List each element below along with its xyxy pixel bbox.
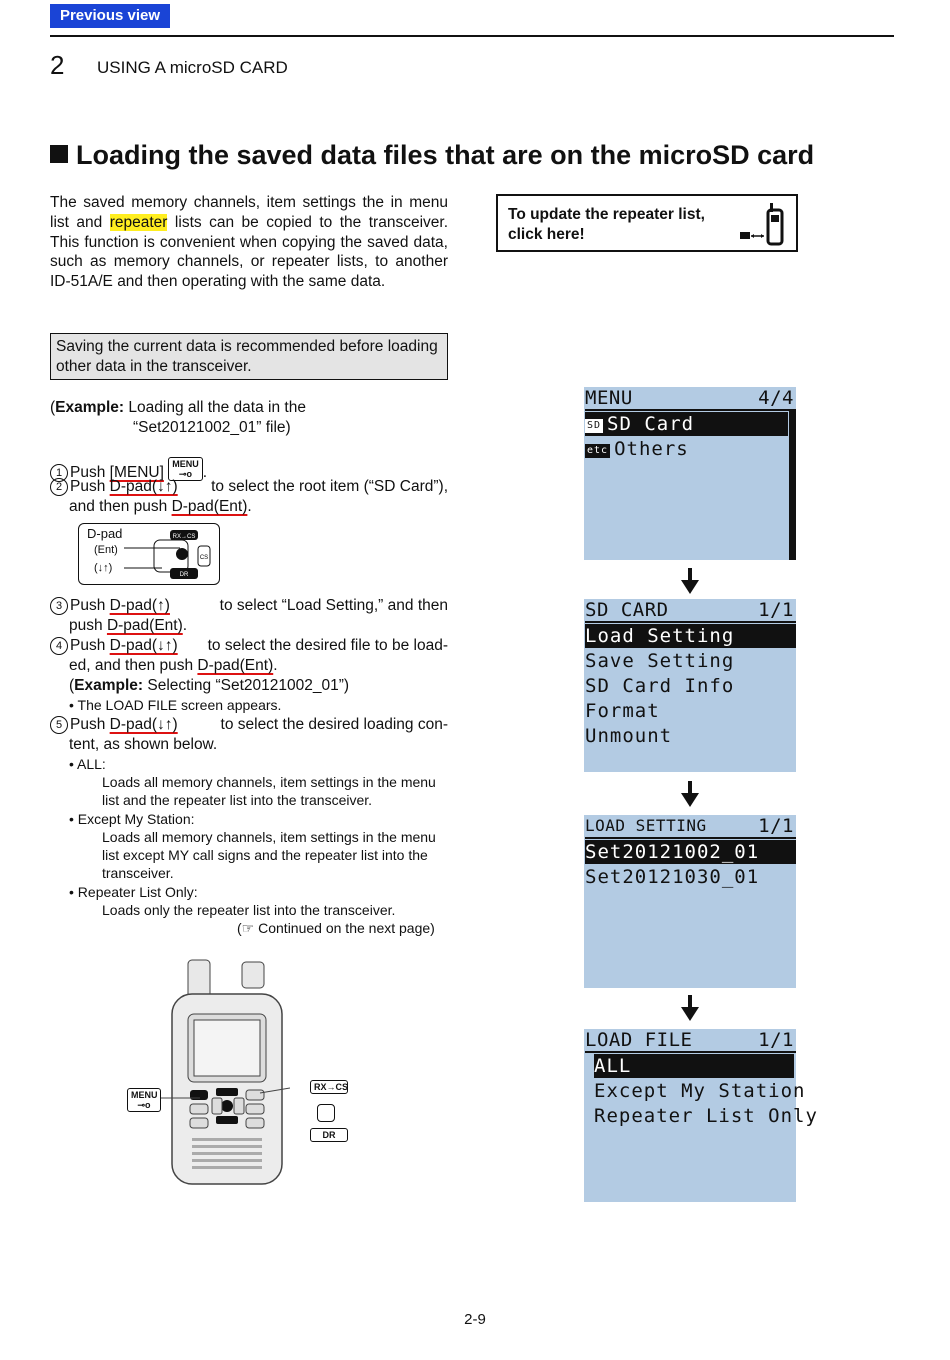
chapter-number: 2 [50, 50, 65, 80]
highlighted-word: repeater [109, 213, 168, 231]
load-file-screen [584, 1029, 818, 1202]
option-repeater-name: • Repeater List Only: [69, 884, 198, 900]
scrollbar [789, 411, 796, 560]
down-arrow-1 [681, 568, 699, 594]
option-all-desc-2: list and the repeater list into the transceiver. [102, 792, 373, 808]
section-title: Loading the saved data files that are on the microSD card [50, 140, 814, 171]
option-repeater-desc-1: Loads only the repeater list into the transceiver. [102, 902, 396, 918]
continued-note: (☞ Continued on the next page) [237, 920, 435, 936]
option-except-desc-1: Loads all memory channels, item settings in the menu [102, 829, 436, 845]
dpad-icon [124, 528, 216, 582]
menu-key-icon: MENU ⊸o [168, 457, 203, 481]
screen-title: MENU 4/4 [585, 387, 794, 409]
rx-cs-button-icon [317, 1104, 335, 1122]
option-all-desc-1: Loads all memory channels, item settings in the menu [102, 774, 436, 790]
step-3: 3 Push D-pad(↑) to select “Load Setting,” and then push D-pad(Ent). [50, 596, 448, 636]
example-line-2: “Set20121002_01” file) [133, 419, 291, 436]
option-except-desc-2: list except MY call signs and the repeater list into the [102, 847, 428, 863]
screen-item-repeater-list-only: Repeater List Only [594, 1105, 818, 1127]
note-box: Saving the current data is recommended before loading other data in the transceiver. [50, 333, 448, 380]
step-5: 5 Push D-pad(↓↑) to select the desired loading con- tent, as shown below. [50, 715, 448, 755]
intro-paragraph: The saved memory channels, item settings the in menu list and repeater lists can be copied to the transceiver. This function is convenient when copying the saved data, such as memory channels, or repeater lists, to another ID-51A/E and then operating with the same data. [50, 194, 449, 291]
menu-key-label: MENU ⊸o [127, 1088, 161, 1112]
screen-item-except-my-station: Except My Station [594, 1080, 806, 1102]
header-rule [50, 35, 894, 37]
screen-item-format: Format [585, 700, 660, 722]
menu-screen [584, 387, 796, 560]
option-except-name: • Except My Station: [69, 811, 195, 827]
update-repeater-text: To update the repeater list, click here! [508, 206, 705, 243]
screen-item-sd-card: SD SD Card [585, 412, 788, 436]
dr-key-label: DR [310, 1128, 348, 1142]
svg-text:DR: DR [179, 572, 189, 578]
screen-item-unmount: Unmount [585, 725, 673, 747]
step-2: 2 Push D-pad(↓↑) to select the root item (“SD Card”), and then push D-pad(Ent). [50, 477, 448, 517]
down-arrow-3 [681, 995, 699, 1021]
square-bullet-icon [50, 145, 68, 163]
svg-text:RX→CS: RX→CS [172, 534, 196, 540]
previous-view-button[interactable]: Previous view [50, 4, 170, 28]
screen-item-file-2: Set20121030_01 [585, 866, 760, 888]
screen-title: LOAD SETTING 1/1 [585, 815, 794, 837]
update-repeater-link[interactable] [496, 194, 798, 252]
option-except-desc-3: transceiver. [102, 865, 174, 881]
dpad-diagram: D-pad (Ent) (↓↑) RX→CS DR CS [78, 523, 220, 585]
option-all-name: • ALL: [69, 756, 106, 772]
page-number: 2-9 [464, 1311, 486, 1328]
step-4: 4 Push D-pad(↓↑) to select the desired file to be load- ed, and then push D-pad(Ent). (Example: Selecting “Set20121002_01”) • The LOAD FILE screen appears. [50, 636, 448, 714]
sd-card-screen [584, 599, 796, 772]
etc-icon: etc [587, 445, 609, 456]
transceiver-pc-icon [738, 202, 788, 246]
down-arrow-2 [681, 781, 699, 807]
screen-item-others: etc Others [587, 438, 689, 460]
transceiver-illustration [160, 958, 290, 1188]
screen-title: SD CARD 1/1 [585, 599, 794, 621]
pointing-hand-icon: ☞ [241, 920, 255, 936]
screen-item-file-1: Set20121002_01 [585, 840, 796, 864]
rx-cs-key-label: RX→CS [310, 1080, 348, 1094]
sd-icon: SD [587, 420, 602, 431]
svg-text:CS: CS [199, 555, 209, 561]
screen-title: LOAD FILE 1/1 [585, 1029, 794, 1051]
screen-item-all: ALL [594, 1054, 794, 1078]
load-setting-screen [584, 815, 796, 988]
example-line-1: (Example: Loading all the data in the [50, 399, 306, 416]
step-1: 1 Push [MENU] MENU ⊸o . [50, 457, 207, 483]
chapter-title: USING A microSD CARD [97, 58, 288, 77]
screen-item-load-setting: Load Setting [585, 624, 796, 648]
screen-item-sd-card-info: SD Card Info [585, 675, 735, 697]
screen-item-save-setting: Save Setting [585, 650, 735, 672]
